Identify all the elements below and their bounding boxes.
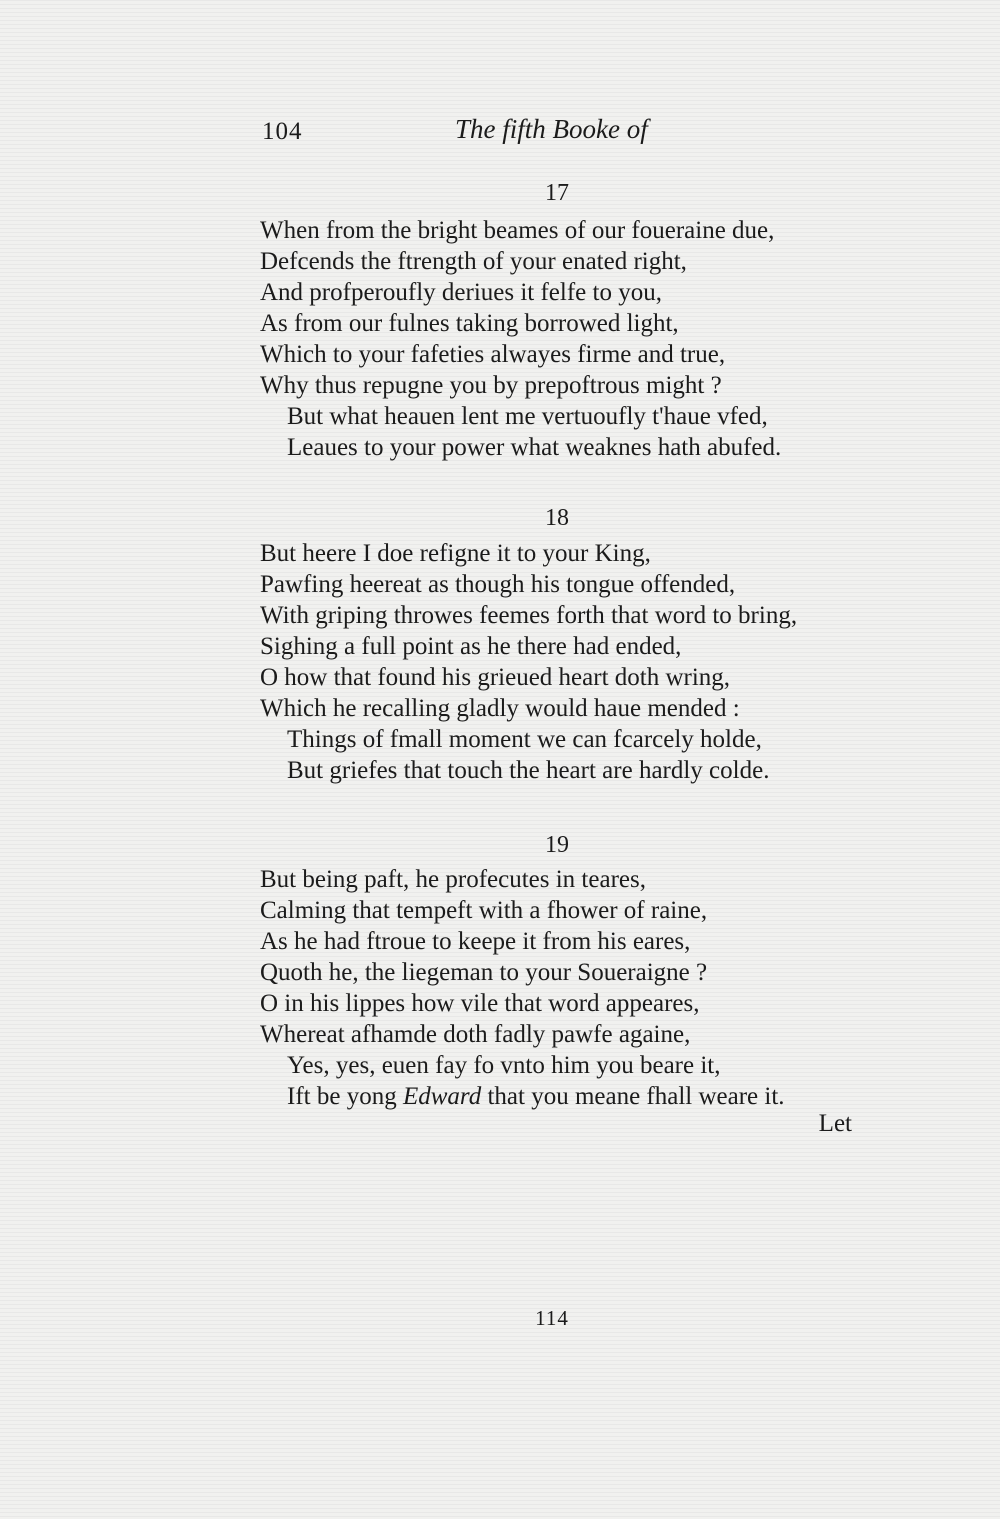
stanza-number: 18: [545, 505, 569, 531]
verse-line: Why thus repugne you by prepoftrous might ?: [260, 372, 722, 399]
verse-line: O in his lippes how vile that word appeares,: [260, 990, 700, 1017]
verse-line: Which he recalling gladly would haue mended :: [260, 695, 740, 722]
verse-line: Leaues to your power what weaknes hath abufed.: [287, 434, 782, 461]
verse-line: [260, 1081, 860, 1112]
verse-line: O how that found his grieued heart doth wring,: [260, 664, 731, 691]
verse-line: But heere I doe refigne it to your King,: [260, 540, 651, 567]
verse-line: And profperoufly deriues it felfe to you,: [260, 279, 662, 306]
page-number: 104: [262, 118, 303, 145]
verse-line: Whereat afhamde doth fadly pawfe againe,: [260, 1021, 691, 1048]
verse-line: Which to your fafeties alwayes firme and true,: [260, 341, 726, 368]
verse-line: With griping throwes feemes forth that word to bring,: [260, 602, 798, 629]
stanza: [260, 215, 860, 463]
folio-number: 114: [535, 1306, 569, 1330]
verse-line: Calming that tempeft with a fhower of raine,: [260, 897, 708, 924]
stanza-number: 17: [545, 180, 569, 206]
verse-line: When from the bright beames of our foueraine due,: [260, 217, 775, 244]
running-head: The fifth Booke of: [455, 114, 648, 144]
verse-line: Yes, yes, euen fay fo vnto him you beare it,: [287, 1052, 721, 1079]
verse-line: Quoth he, the liegeman to your Soueraigne ?: [260, 959, 708, 986]
verse-line: Things of fmall moment we can fcarcely holde,: [287, 726, 762, 753]
stanza: [260, 538, 860, 786]
verse-text: Ift be yong: [287, 1083, 403, 1110]
verse-line: But griefes that touch the heart are hardly colde.: [287, 757, 770, 784]
verse-text: that you meane fhall weare it.: [481, 1083, 785, 1110]
verse-line: Sighing a full point as he there had ended,: [260, 633, 682, 660]
italic-name: Edward: [402, 1083, 482, 1110]
verse-line: As he had ftroue to keepe it from his eares,: [260, 928, 691, 955]
verse-line: But being paft, he profecutes in teares,: [260, 866, 646, 893]
stanza: [260, 864, 860, 1112]
verse-line: Defcends the ftrength of your enated right,: [260, 248, 687, 275]
verse-line: But what heauen lent me vertuoufly t'haue vfed,: [287, 403, 768, 430]
stanza-number: 19: [545, 832, 569, 858]
catchword: Let: [818, 1110, 852, 1137]
verse-line: As from our fulnes taking borrowed light,: [260, 310, 679, 337]
verse-line: Pawfing heereat as though his tongue offended,: [260, 571, 736, 598]
